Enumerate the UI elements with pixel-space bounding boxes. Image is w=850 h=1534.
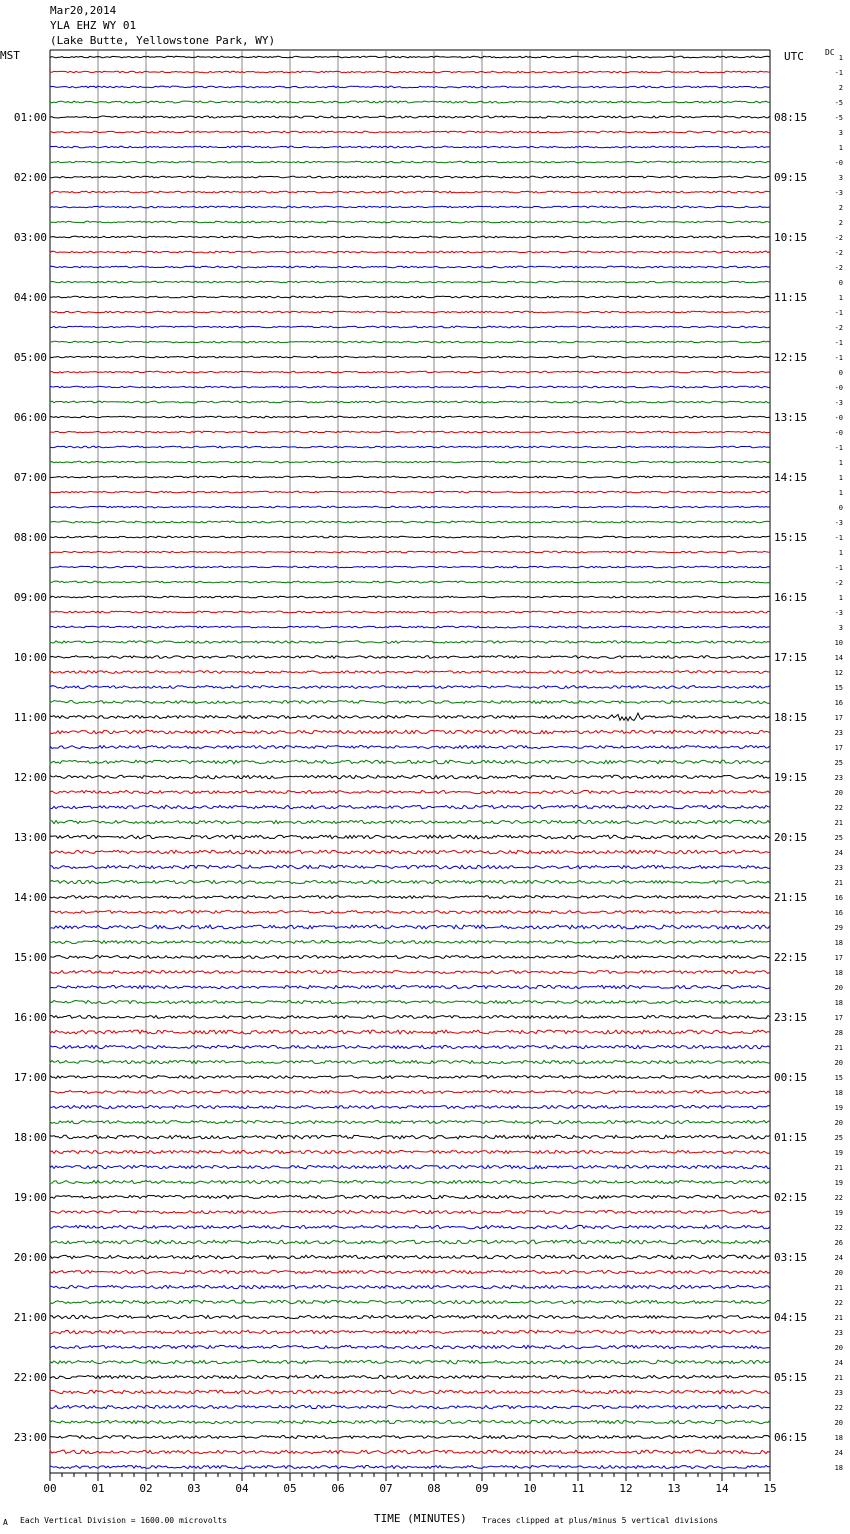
- dc-value-row-13: -2: [834, 249, 843, 257]
- right-hour-label-11: 18:15: [774, 711, 808, 724]
- trace-row-16: [50, 296, 770, 298]
- dc-value-row-29: 1: [838, 489, 843, 497]
- dc-value-row-51: 21: [834, 819, 843, 827]
- trace-row-71: [50, 1120, 770, 1123]
- dc-value-row-25: -0: [834, 429, 843, 437]
- dc-value-row-79: 26: [834, 1239, 843, 1247]
- dc-value-row-19: -1: [834, 339, 843, 347]
- right-hour-label-13: 20:15: [774, 831, 808, 844]
- left-hour-label-3: 03:00: [13, 231, 47, 244]
- right-hour-label-18: 01:15: [774, 1131, 808, 1144]
- right-hour-label-20: 03:15: [774, 1251, 808, 1264]
- x-tick-label-07: 07: [379, 1482, 393, 1495]
- trace-row-80: [50, 1255, 770, 1259]
- trace-row-82: [50, 1285, 770, 1288]
- trace-row-93: [50, 1450, 770, 1454]
- left-hour-label-23: 23:00: [13, 1431, 47, 1444]
- right-hour-label-10: 17:15: [774, 651, 808, 664]
- trace-row-15: [50, 281, 770, 283]
- trace-row-9: [50, 191, 770, 193]
- x-tick-label-02: 02: [139, 1482, 153, 1495]
- trace-row-12: [50, 236, 770, 238]
- dc-value-row-80: 24: [834, 1254, 843, 1262]
- left-hour-label-11: 11:00: [13, 711, 47, 724]
- trace-row-81: [50, 1270, 770, 1273]
- right-hour-label-6: 13:15: [774, 411, 808, 424]
- x-tick-label-15: 15: [763, 1482, 777, 1495]
- dc-value-row-70: 19: [834, 1104, 843, 1112]
- dc-value-row-78: 22: [834, 1224, 843, 1232]
- trace-row-69: [50, 1091, 770, 1094]
- trace-row-59: [50, 941, 770, 944]
- right-hour-label-22: 05:15: [774, 1371, 808, 1384]
- dc-value-row-14: -2: [834, 264, 843, 272]
- left-hour-label-19: 19:00: [13, 1191, 47, 1204]
- trace-row-56: [50, 896, 770, 899]
- trace-row-1: [50, 71, 770, 73]
- dc-value-row-4: -5: [834, 114, 843, 122]
- dc-value-row-75: 19: [834, 1179, 843, 1187]
- trace-row-20: [50, 356, 770, 358]
- dc-value-row-56: 16: [834, 894, 843, 902]
- right-hour-label-4: 11:15: [774, 291, 808, 304]
- left-hour-label-15: 15:00: [13, 951, 47, 964]
- dc-value-row-30: 0: [838, 504, 843, 512]
- trace-row-33: [50, 551, 770, 553]
- right-hour-label-16: 23:15: [774, 1011, 808, 1024]
- trace-row-54: [50, 865, 770, 868]
- dc-value-row-27: 1: [838, 459, 843, 467]
- dc-value-row-64: 17: [834, 1014, 843, 1022]
- left-hour-label-5: 05:00: [13, 351, 47, 364]
- x-tick-label-12: 12: [619, 1482, 633, 1495]
- footer-scale-note: Each Vertical Division = 1600.00 microvolts: [20, 1516, 228, 1525]
- left-hour-label-4: 04:00: [13, 291, 47, 304]
- dc-value-row-52: 25: [834, 834, 843, 842]
- trace-row-37: [50, 611, 770, 613]
- trace-row-41: [50, 671, 770, 674]
- trace-row-7: [50, 161, 770, 163]
- dc-value-row-61: 18: [834, 969, 843, 977]
- trace-row-46: [50, 746, 770, 749]
- trace-row-10: [50, 206, 770, 208]
- trace-row-11: [50, 221, 770, 223]
- dc-value-row-46: 17: [834, 744, 843, 752]
- dc-value-row-8: 3: [838, 174, 843, 182]
- right-hour-label-3: 10:15: [774, 231, 808, 244]
- dc-value-row-94: 18: [834, 1464, 843, 1472]
- dc-value-row-92: 18: [834, 1434, 843, 1442]
- dc-value-row-50: 22: [834, 804, 843, 812]
- left-hour-label-22: 22:00: [13, 1371, 47, 1384]
- dc-value-row-11: 2: [838, 219, 843, 227]
- x-tick-label-14: 14: [715, 1482, 729, 1495]
- trace-row-48: [50, 775, 770, 778]
- dc-value-row-9: -3: [834, 189, 843, 197]
- trace-row-68: [50, 1076, 770, 1079]
- trace-row-86: [50, 1345, 770, 1348]
- trace-row-2: [50, 86, 770, 88]
- x-tick-label-11: 11: [571, 1482, 585, 1495]
- footer-corner-mark: A: [3, 1518, 8, 1527]
- trace-row-38: [50, 626, 770, 628]
- left-hour-label-20: 20:00: [13, 1251, 47, 1264]
- dc-value-row-12: -2: [834, 234, 843, 242]
- trace-row-8: [50, 176, 770, 178]
- dc-value-row-18: -2: [834, 324, 843, 332]
- right-hour-label-8: 15:15: [774, 531, 808, 544]
- trace-row-90: [50, 1405, 770, 1408]
- trace-row-67: [50, 1060, 770, 1063]
- right-hour-label-2: 09:15: [774, 171, 808, 184]
- left-timezone-label: MST: [0, 49, 20, 62]
- dc-value-row-21: 0: [838, 369, 843, 377]
- trace-row-49: [50, 790, 770, 793]
- trace-row-36: [50, 596, 770, 598]
- dc-value-row-45: 23: [834, 729, 843, 737]
- dc-value-row-35: -2: [834, 579, 843, 587]
- dc-value-row-40: 14: [834, 654, 843, 662]
- left-hour-label-10: 10:00: [13, 651, 47, 664]
- trace-row-85: [50, 1330, 770, 1333]
- dc-value-row-7: -0: [834, 159, 843, 167]
- dc-value-row-20: -1: [834, 354, 843, 362]
- trace-row-47: [50, 760, 770, 764]
- chart-location: (Lake Butte, Yellowstone Park, WY): [50, 34, 276, 47]
- trace-row-75: [50, 1181, 770, 1184]
- trace-row-63: [50, 1001, 770, 1004]
- left-hour-label-2: 02:00: [13, 171, 47, 184]
- trace-row-74: [50, 1165, 770, 1168]
- x-tick-label-03: 03: [187, 1482, 201, 1495]
- right-hour-label-23: 06:15: [774, 1431, 808, 1444]
- dc-value-row-5: 3: [838, 129, 843, 137]
- trace-row-76: [50, 1195, 770, 1198]
- right-hour-label-15: 22:15: [774, 951, 808, 964]
- x-tick-label-13: 13: [667, 1482, 681, 1495]
- trace-row-79: [50, 1240, 770, 1244]
- dc-value-row-10: 2: [838, 204, 843, 212]
- dc-value-row-76: 22: [834, 1194, 843, 1202]
- dc-value-row-59: 18: [834, 939, 843, 947]
- dc-value-row-2: 2: [838, 84, 843, 92]
- trace-row-43: [50, 701, 770, 704]
- dc-value-row-84: 21: [834, 1314, 843, 1322]
- dc-value-row-54: 23: [834, 864, 843, 872]
- trace-row-40: [50, 656, 770, 659]
- dc-value-row-0: 1: [838, 54, 843, 62]
- trace-row-34: [50, 566, 770, 568]
- trace-row-42: [50, 686, 770, 689]
- trace-row-29: [50, 491, 770, 493]
- x-tick-label-09: 09: [475, 1482, 489, 1495]
- left-hour-label-7: 07:00: [13, 471, 47, 484]
- dc-value-row-68: 15: [834, 1074, 843, 1082]
- trace-row-27: [50, 461, 770, 463]
- trace-row-88: [50, 1375, 770, 1378]
- trace-row-94: [50, 1466, 770, 1469]
- dc-value-row-33: 1: [838, 549, 843, 557]
- x-tick-label-05: 05: [283, 1482, 297, 1495]
- left-hour-label-21: 21:00: [13, 1311, 47, 1324]
- dc-value-row-73: 19: [834, 1149, 843, 1157]
- right-hour-label-17: 00:15: [774, 1071, 808, 1084]
- dc-value-row-72: 25: [834, 1134, 843, 1142]
- dc-value-row-47: 25: [834, 759, 843, 767]
- x-tick-label-04: 04: [235, 1482, 249, 1495]
- dc-value-row-31: -3: [834, 519, 843, 527]
- trace-row-19: [50, 341, 770, 343]
- trace-row-28: [50, 476, 770, 478]
- trace-row-35: [50, 581, 770, 583]
- x-tick-label-00: 00: [43, 1482, 57, 1495]
- left-hour-label-14: 14:00: [13, 891, 47, 904]
- trace-row-87: [50, 1360, 770, 1364]
- dc-value-row-85: 23: [834, 1329, 843, 1337]
- left-hour-label-18: 18:00: [13, 1131, 47, 1144]
- trace-row-73: [50, 1151, 770, 1154]
- trace-row-78: [50, 1225, 770, 1228]
- dc-value-row-87: 24: [834, 1359, 843, 1367]
- trace-row-55: [50, 880, 770, 883]
- trace-row-89: [50, 1390, 770, 1393]
- dc-value-row-65: 28: [834, 1029, 843, 1037]
- trace-row-51: [50, 820, 770, 823]
- dc-value-row-34: -1: [834, 564, 843, 572]
- trace-row-24: [50, 416, 770, 418]
- right-hour-label-9: 16:15: [774, 591, 808, 604]
- trace-row-52: [50, 835, 770, 839]
- dc-value-row-91: 20: [834, 1419, 843, 1427]
- dc-value-row-88: 21: [834, 1374, 843, 1382]
- dc-value-row-81: 20: [834, 1269, 843, 1277]
- right-hour-label-21: 04:15: [774, 1311, 808, 1324]
- x-tick-label-10: 10: [523, 1482, 537, 1495]
- dc-value-row-28: 1: [838, 474, 843, 482]
- dc-value-row-32: -1: [834, 534, 843, 542]
- dc-value-row-16: 1: [838, 294, 843, 302]
- right-hour-label-12: 19:15: [774, 771, 808, 784]
- x-tick-label-06: 06: [331, 1482, 345, 1495]
- dc-value-row-26: -1: [834, 444, 843, 452]
- trace-row-22: [50, 386, 770, 388]
- right-hour-label-7: 14:15: [774, 471, 808, 484]
- trace-row-64: [50, 1016, 770, 1019]
- dc-value-row-22: -0: [834, 384, 843, 392]
- left-hour-label-1: 01:00: [13, 111, 47, 124]
- dc-value-row-77: 19: [834, 1209, 843, 1217]
- dc-value-row-15: 0: [838, 279, 843, 287]
- dc-value-row-90: 22: [834, 1404, 843, 1412]
- left-hour-label-6: 06:00: [13, 411, 47, 424]
- trace-row-18: [50, 326, 770, 328]
- trace-row-70: [50, 1105, 770, 1108]
- chart-date: Mar20,2014: [50, 4, 117, 17]
- right-hour-label-19: 02:15: [774, 1191, 808, 1204]
- trace-row-4: [50, 116, 770, 118]
- trace-row-39: [50, 641, 770, 643]
- right-timezone-label: UTC: [784, 50, 804, 63]
- trace-row-31: [50, 521, 770, 523]
- x-axis-label: TIME (MINUTES): [374, 1512, 467, 1525]
- trace-row-32: [50, 536, 770, 538]
- trace-row-13: [50, 251, 770, 253]
- trace-row-66: [50, 1045, 770, 1048]
- dc-value-row-41: 12: [834, 669, 843, 677]
- dc-value-row-58: 29: [834, 924, 843, 932]
- dc-value-row-38: 3: [838, 624, 843, 632]
- dc-value-row-66: 21: [834, 1044, 843, 1052]
- trace-row-5: [50, 131, 770, 133]
- dc-value-row-82: 21: [834, 1284, 843, 1292]
- dc-value-row-49: 20: [834, 789, 843, 797]
- dc-value-row-1: -1: [834, 69, 843, 77]
- trace-row-25: [50, 431, 770, 433]
- dc-value-row-62: 20: [834, 984, 843, 992]
- dc-value-row-89: 23: [834, 1389, 843, 1397]
- trace-row-65: [50, 1030, 770, 1034]
- trace-row-23: [50, 401, 770, 403]
- trace-row-57: [50, 911, 770, 914]
- trace-row-58: [50, 925, 770, 929]
- trace-row-26: [50, 446, 770, 448]
- right-hour-label-5: 12:15: [774, 351, 808, 364]
- dc-value-row-71: 20: [834, 1119, 843, 1127]
- trace-row-45: [50, 730, 770, 733]
- trace-row-61: [50, 971, 770, 974]
- dc-value-row-39: 10: [834, 639, 843, 647]
- dc-value-row-55: 21: [834, 879, 843, 887]
- trace-row-0: [50, 56, 770, 58]
- trace-row-83: [50, 1300, 770, 1303]
- trace-row-91: [50, 1420, 770, 1423]
- x-tick-label-08: 08: [427, 1482, 441, 1495]
- dc-value-row-6: 1: [838, 144, 843, 152]
- chart-title: YLA EHZ WY 01: [50, 19, 137, 32]
- trace-row-3: [50, 101, 770, 103]
- footer-clip-note: Traces clipped at plus/minus 5 vertical divisions: [482, 1516, 719, 1525]
- trace-row-21: [50, 371, 770, 373]
- trace-row-44: [50, 713, 770, 721]
- dc-value-row-60: 17: [834, 954, 843, 962]
- trace-row-53: [50, 850, 770, 854]
- dc-value-row-67: 20: [834, 1059, 843, 1067]
- dc-value-row-3: -5: [834, 99, 843, 107]
- dc-value-row-63: 18: [834, 999, 843, 1007]
- dc-value-row-83: 22: [834, 1299, 843, 1307]
- trace-row-84: [50, 1315, 770, 1318]
- trace-row-6: [50, 146, 770, 148]
- dc-value-row-69: 18: [834, 1089, 843, 1097]
- dc-value-row-53: 24: [834, 849, 843, 857]
- left-hour-label-13: 13:00: [13, 831, 47, 844]
- dc-value-row-36: 1: [838, 594, 843, 602]
- dc-value-row-44: 17: [834, 714, 843, 722]
- dc-value-row-42: 15: [834, 684, 843, 692]
- right-hour-label-14: 21:15: [774, 891, 808, 904]
- right-hour-label-1: 08:15: [774, 111, 808, 124]
- left-hour-label-17: 17:00: [13, 1071, 47, 1084]
- left-hour-label-8: 08:00: [13, 531, 47, 544]
- trace-row-60: [50, 956, 770, 959]
- left-hour-label-12: 12:00: [13, 771, 47, 784]
- trace-row-30: [50, 506, 770, 508]
- dc-value-row-17: -1: [834, 309, 843, 317]
- dc-value-row-86: 20: [834, 1344, 843, 1352]
- trace-row-50: [50, 805, 770, 808]
- left-hour-label-16: 16:00: [13, 1011, 47, 1024]
- dc-label: DC: [825, 48, 835, 57]
- trace-row-72: [50, 1135, 770, 1139]
- trace-row-17: [50, 311, 770, 313]
- left-hour-label-9: 09:00: [13, 591, 47, 604]
- dc-value-row-37: -3: [834, 609, 843, 617]
- dc-value-row-48: 23: [834, 774, 843, 782]
- dc-value-row-93: 24: [834, 1449, 843, 1457]
- dc-value-row-57: 16: [834, 909, 843, 917]
- trace-row-92: [50, 1436, 770, 1439]
- dc-value-row-43: 16: [834, 699, 843, 707]
- trace-row-77: [50, 1211, 770, 1214]
- dc-value-row-74: 21: [834, 1164, 843, 1172]
- trace-row-62: [50, 985, 770, 988]
- trace-row-14: [50, 266, 770, 268]
- dc-value-row-23: -3: [834, 399, 843, 407]
- x-tick-label-01: 01: [91, 1482, 105, 1495]
- dc-value-row-24: -0: [834, 414, 843, 422]
